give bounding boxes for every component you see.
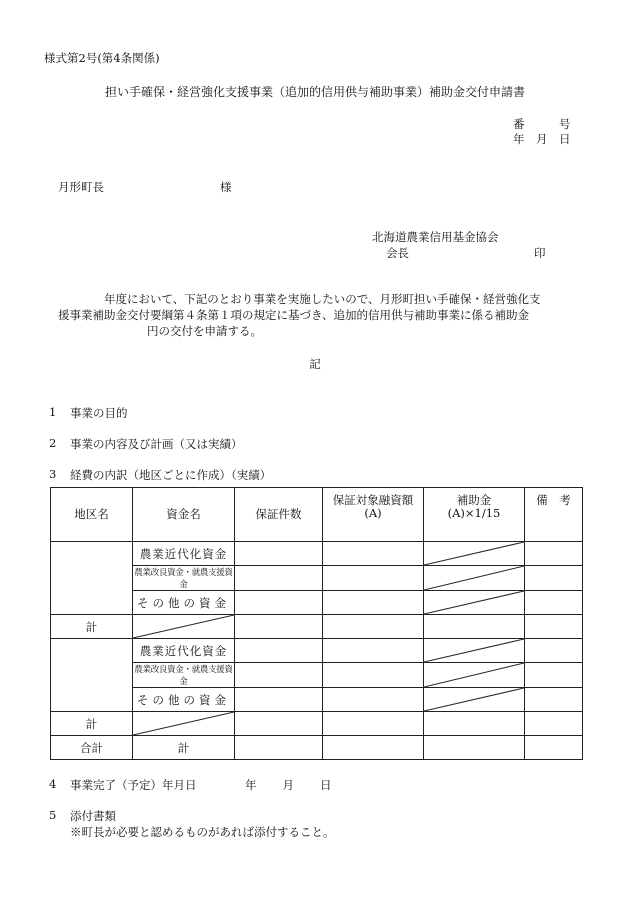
subsidy-cell-slashed: [424, 688, 525, 712]
fund-name-cell: 農業近代化資金: [133, 542, 235, 566]
section-4-date: 年 月 日: [245, 778, 333, 792]
section-1-number: 1: [49, 405, 57, 419]
section-2-label: 事業の内容及び計画（又は実績）: [70, 437, 243, 451]
subsidy-cell: [424, 712, 525, 736]
header-fund: 資金名: [133, 488, 235, 542]
amount-cell: [323, 615, 424, 639]
ki-marker: 記: [309, 357, 321, 371]
total-label: 合計: [51, 736, 133, 760]
count-cell: [235, 639, 323, 663]
section-5-number: 5: [49, 808, 57, 822]
header-district: 地区名: [51, 488, 133, 542]
body-line-1: 年度において、下記のとおり事業を実施したいので、月形町担い手確保・経営強化支: [104, 292, 541, 306]
section-5-note: ※町長が必要と認めるものがあれば添付すること。: [70, 825, 335, 839]
count-cell: [235, 688, 323, 712]
remarks-cell: [525, 688, 583, 712]
header-subsidy-line1: 補助金: [456, 493, 492, 507]
count-cell: [235, 712, 323, 736]
seal-mark: 印: [534, 246, 546, 260]
remarks-cell: [525, 591, 583, 615]
fund-name-cell: その他の資金: [133, 591, 235, 615]
district-cell: [51, 639, 133, 712]
remarks-cell: [525, 639, 583, 663]
amount-cell: [323, 639, 424, 663]
count-cell: [235, 542, 323, 566]
subtotal-label: 計: [51, 615, 133, 639]
subsidy-cell-slashed: [424, 542, 525, 566]
count-cell: [235, 736, 323, 760]
count-cell: [235, 566, 323, 591]
amount-cell: [323, 566, 424, 591]
header-remarks: 備 考: [525, 488, 583, 542]
remarks-cell: [525, 736, 583, 760]
fund-name-cell: その他の資金: [133, 688, 235, 712]
header-amount-line1: 保証対象融資額: [332, 493, 414, 507]
subsidy-cell-slashed: [424, 566, 525, 591]
amount-cell: [323, 663, 424, 688]
section-3-label: 経費の内訳（地区ごとに作成）（実績）: [70, 468, 272, 482]
section-2-number: 2: [49, 436, 57, 450]
subsidy-cell-slashed: [424, 639, 525, 663]
amount-cell: [323, 736, 424, 760]
count-cell: [235, 591, 323, 615]
header-amount: [323, 488, 424, 542]
body-line-3: 円の交付を申請する。: [147, 324, 262, 338]
cost-breakdown-table: [50, 487, 583, 760]
remarks-cell: [525, 712, 583, 736]
date-label: 年 月 日: [513, 132, 571, 146]
count-cell: [235, 663, 323, 688]
fund-name-cell: 農業改良資金・就農支援資金: [133, 566, 235, 591]
subtotal-row: [51, 615, 583, 639]
subsidy-cell-slashed: [424, 663, 525, 688]
remarks-cell: [525, 566, 583, 591]
number-label: 番 号: [513, 117, 571, 131]
amount-cell: [323, 542, 424, 566]
subsidy-cell-slashed: [424, 591, 525, 615]
amount-cell: [323, 688, 424, 712]
header-subsidy: [424, 488, 525, 542]
table-row: [51, 542, 583, 566]
section-4-number: 4: [49, 777, 57, 791]
section-5-label: 添付書類: [70, 809, 116, 823]
fund-name-cell: 農業近代化資金: [133, 639, 235, 663]
amount-cell: [323, 712, 424, 736]
section-1-label: 事業の目的: [70, 406, 128, 420]
total-fund-label: 計: [133, 736, 235, 760]
header-count: 保証件数: [235, 488, 323, 542]
count-cell: [235, 615, 323, 639]
subtotal-label: 計: [51, 712, 133, 736]
applicant-title: 会長: [386, 246, 409, 260]
total-row: [51, 736, 583, 760]
amount-cell: [323, 591, 424, 615]
table-row: [51, 639, 583, 663]
document-title: 担い手確保・経営強化支援事業（追加的信用供与補助事業）補助金交付申請書: [104, 85, 525, 99]
subsidy-cell: [424, 615, 525, 639]
fund-cell-slashed: [133, 712, 235, 736]
section-3-number: 3: [49, 467, 57, 481]
district-cell: [51, 542, 133, 615]
form-id: 様式第2号(第4条関係): [44, 51, 160, 65]
header-subsidy-line2: (A)×1/15: [447, 506, 501, 520]
remarks-cell: [525, 542, 583, 566]
fund-name-cell: 農業改良資金・就農支援資金: [133, 663, 235, 688]
addressee-name: 月形町長: [58, 180, 104, 194]
remarks-cell: [525, 615, 583, 639]
body-line-2: 援事業補助金交付要綱第４条第１項の規定に基づき、追加的信用供与補助事業に係る補助金: [58, 308, 530, 322]
header-amount-line2: (A): [364, 506, 382, 520]
applicant-org: 北海道農業信用基金協会: [372, 230, 499, 244]
remarks-cell: [525, 663, 583, 688]
fund-cell-slashed: [133, 615, 235, 639]
section-4-label: 事業完了（予定）年月日: [70, 778, 197, 792]
subsidy-cell: [424, 736, 525, 760]
subtotal-row: [51, 712, 583, 736]
addressee-honorific: 様: [220, 180, 232, 194]
